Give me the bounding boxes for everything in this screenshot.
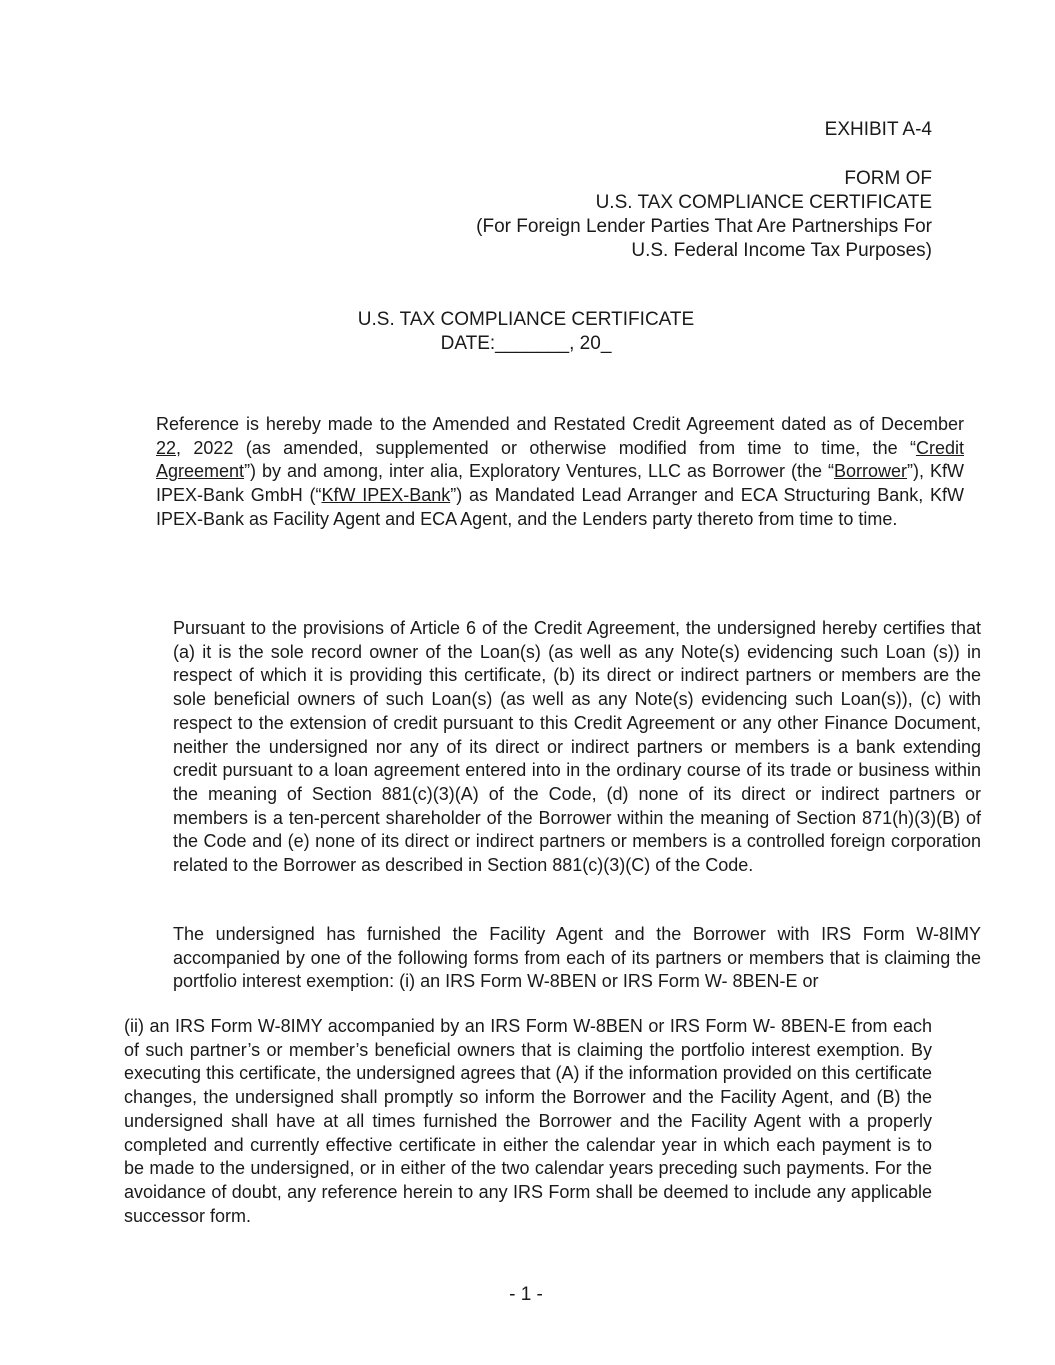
forms-continuation-paragraph: (ii) an IRS Form W-8IMY accompanied by an IRS Form W-8BEN or IRS Form W- 8BEN-E from each of such partner’s or member’s beneficial owners that is claiming the portfolio interest exemption. By executing this certificate, the undersigned agrees that (A) if the information provided on this certificate changes, the undersigned shall promptly so inform the Borrower and the Facility Agent, and (B) the undersigned shall have at all times furnished the Borrower and the Facility Agent with a properly completed and currently effective certificate in either the calendar year in which each payment is to be made to the undersigned, or in either of the two calendar years preceding such payments. For the avoidance of doubt, any reference herein to any IRS Form shall be deemed to include any applicable successor form. — [124, 1016, 932, 1226]
certificate-heading — [0, 308, 1052, 356]
reference-text: , 2022 (as amended, supplemented or otherwise modified from time to time, the “ — [176, 437, 916, 458]
exhibit-label — [825, 118, 932, 142]
certificate-title: U.S. TAX COMPLIANCE CERTIFICATE — [357, 309, 695, 330]
defined-term-borrower: Borrower — [833, 461, 908, 482]
form-heading-line: U.S. Federal Income Tax Purposes) — [631, 240, 932, 261]
certification-paragraph: Pursuant to the provisions of Article 6 of the Credit Agreement, the undersigned hereby certifies that (a) it is the sole record owner of the Loan(s) (as well as any Note(s) evidencing such Loan (s)) in respect of which it is providing this certificate, (b) its direct or indirect partners or members are the sole beneficial owners of such Loan(s) (as well as any Note(s) evidencing such Loan(s)), (c) with respect to the extension of credit pursuant to this Credit Agreement or any other Finance Document, neither the undersigned nor any of its direct or indirect partners or members is a bank extending credit pursuant to a loan agreement entered into in the ordinary course of its trade or business within the meaning of Section 881(c)(3)(A) of the Code, (d) none of its direct or indirect partners or members is a ten-percent shareholder of the Borrower within the meaning of Section 871(h)(3)(B) of the Code and (e) none of its direct or indirect partners or members is a controlled foreign corporation related to the Borrower as described in Section 881(c)(3)(C) of the Code. — [173, 618, 981, 876]
agreement-day: 22 — [156, 437, 177, 458]
reference-text: ”), KfW IPEX-Bank GmbH (“ — [156, 461, 964, 506]
defined-term-credit-agreement: Credit Agreement — [156, 437, 964, 482]
form-heading-line: (For Foreign Lender Parties That Are Partnerships For — [476, 216, 932, 237]
reference-text: Reference is hereby made to the Amended and Restated Credit Agreement dated as of December — [156, 414, 964, 434]
date-label: DATE: — [440, 333, 496, 354]
form-heading — [476, 167, 932, 263]
reference-paragraph — [124, 413, 964, 532]
form-heading-line: U.S. TAX COMPLIANCE CERTIFICATE — [595, 192, 932, 213]
reference-text: ”) as Mandated Lead Arranger and ECA Structuring Bank, KfW IPEX-Bank as Facility Agent and ECA Agent, and the Lenders party thereto from time to time. — [156, 485, 964, 529]
forms-furnished-paragraph: The undersigned has furnished the Facility Agent and the Borrower with IRS Form W-8IMY accompanied by one of the following forms from each of its partners or members that is claiming the portfolio interest exemption: (i) an IRS Form W-8BEN or IRS Form W- 8BEN-E or — [173, 924, 981, 992]
form-heading-line: FORM OF — [844, 168, 932, 189]
page-number: - 1 - — [509, 1284, 543, 1305]
reference-text: ”) by and among, inter alia, Exploratory Ventures, LLC as Borrower (the “ — [244, 461, 834, 482]
date-suffix: , 20_ — [569, 333, 612, 354]
certificate-date-line — [0, 332, 1052, 356]
exhibit-text: EXHIBIT A-4 — [824, 119, 932, 140]
defined-term-kfw-ipex-bank: KfW IPEX-Bank — [321, 485, 451, 506]
date-blank: _______ — [495, 333, 570, 354]
